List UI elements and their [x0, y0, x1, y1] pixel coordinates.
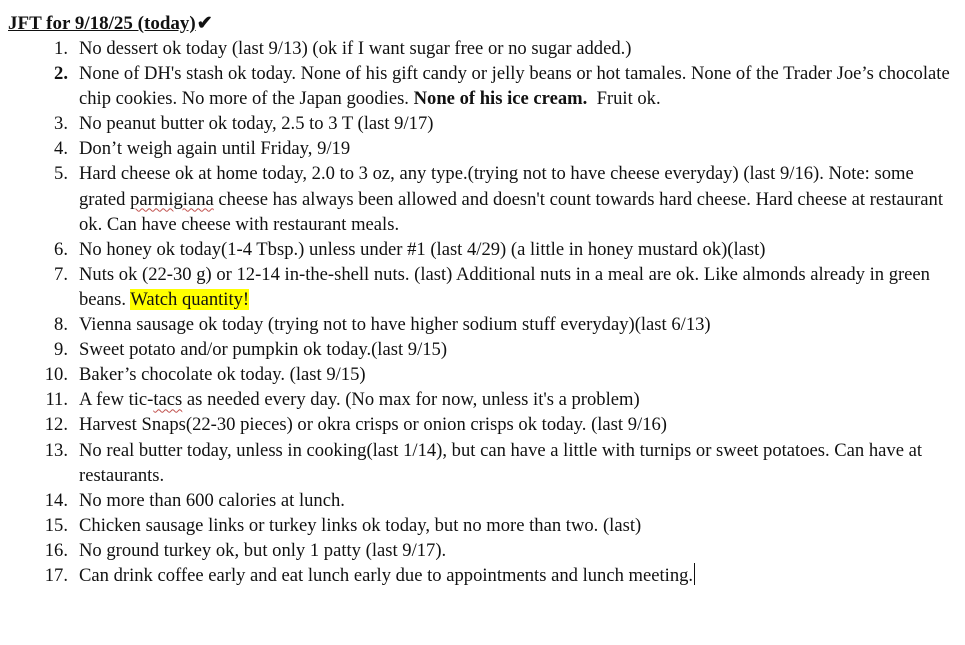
checkmark-icon: ✔: [196, 13, 213, 34]
item-number: 16.: [44, 539, 68, 561]
list-item: [8, 262, 955, 312]
item-number: 10.: [44, 364, 68, 386]
list-item: [8, 387, 955, 412]
item-text: No real butter today, unless in cooking(last 1/14), but can have a little with turnips or sweet potatoes. Can have at restaurants.: [79, 439, 923, 486]
list-item: [8, 161, 955, 236]
list-item: [8, 36, 955, 61]
list-item: [8, 61, 955, 111]
highlighted-text: Watch quantity!: [130, 288, 250, 310]
document-title: [8, 12, 955, 36]
spellcheck-flagged-word[interactable]: parmigiana: [130, 188, 214, 210]
item-number: 2.: [54, 63, 68, 85]
item-text: No honey ok today(1-4 Tbsp.) unless under #1 (last 4/29) (a little in honey mustard ok)(last): [79, 238, 766, 260]
item-text: Sweet potato and/or pumpkin ok today.(last 9/15): [79, 339, 448, 361]
item-text: No dessert ok today (last 9/13) (ok if I want sugar free or no sugar added.): [79, 38, 632, 59]
item-number: 6.: [54, 238, 68, 260]
item-number: 3.: [54, 113, 68, 135]
item-number: 1.: [54, 38, 68, 59]
item-number: 14.: [44, 489, 68, 511]
list-item: [8, 337, 955, 362]
list-item: [8, 538, 955, 563]
item-text: No ground turkey ok, but only 1 patty (last 9/17).: [79, 539, 447, 561]
item-text: Chicken sausage links or turkey links ok today, but no more than two. (last): [79, 514, 642, 536]
item-number: 15.: [44, 514, 68, 536]
list-item: [8, 438, 955, 488]
list-item: [8, 312, 955, 337]
title-text: JFT for 9/18/25 (today): [8, 13, 196, 34]
item-number: 12.: [44, 414, 68, 436]
item-number: 9.: [54, 339, 68, 361]
list-item: [8, 513, 955, 538]
item-text: Baker’s chocolate ok today. (last 9/15): [79, 364, 366, 386]
item-text: Hard cheese ok at home today, 2.0 to 3 oz, any type.(trying not to have cheese everyday) (last 9/16). Note: some grated: [79, 163, 914, 210]
text-cursor: [694, 563, 695, 585]
item-text-end: cheese has always been allowed and doesn't count towards hard cheese. Hard cheese at restaurant ok. Can have cheese with restaurant meals.: [79, 188, 943, 235]
list-item: [8, 412, 955, 437]
list-item: [8, 111, 955, 136]
item-text: Can drink coffee early and eat lunch early due to appointments and lunch meeting.: [79, 564, 694, 586]
item-text: No more than 600 calories at lunch.: [79, 489, 345, 511]
item-number: 17.: [44, 564, 68, 586]
item-list: [8, 36, 955, 588]
list-item: [8, 563, 955, 588]
item-text-end: Fruit ok.: [587, 88, 661, 110]
item-text: Don’t weigh again until Friday, 9/19: [79, 138, 351, 160]
list-item: [8, 136, 955, 161]
item-number: 8.: [54, 314, 68, 336]
item-text: Harvest Snaps(22-30 pieces) or okra crisps or onion crisps ok today. (last 9/16): [79, 414, 667, 436]
item-number: 7.: [54, 263, 68, 285]
item-text: A few tic-: [79, 389, 154, 411]
list-item: [8, 237, 955, 262]
item-text: No peanut butter ok today, 2.5 to 3 T (last 9/17): [79, 113, 434, 135]
item-text: None of DH's stash ok today. None of his gift candy or jelly beans or hot tamales. None of the Trader Joe’s chocolate chip cookies. No more of the Japan goodies.: [79, 63, 950, 110]
spellcheck-flagged-word[interactable]: tacs: [153, 389, 183, 411]
item-text: Nuts ok (22-30 g) or 12-14 in-the-shell nuts. (last) Additional nuts in a meal are ok. Like almonds already in green beans.: [79, 263, 930, 310]
item-bold-text: None of his ice cream.: [413, 88, 588, 110]
list-item: [8, 362, 955, 387]
list-item: [8, 488, 955, 513]
item-number: 11.: [45, 389, 68, 411]
item-text: Vienna sausage ok today (trying not to have higher sodium stuff everyday)(last 6/13): [79, 314, 711, 336]
item-number: 13.: [44, 439, 68, 461]
item-number: 5.: [54, 163, 68, 185]
item-number: 4.: [54, 138, 68, 160]
item-text-end: as needed every day. (No max for now, unless it's a problem): [182, 389, 640, 411]
